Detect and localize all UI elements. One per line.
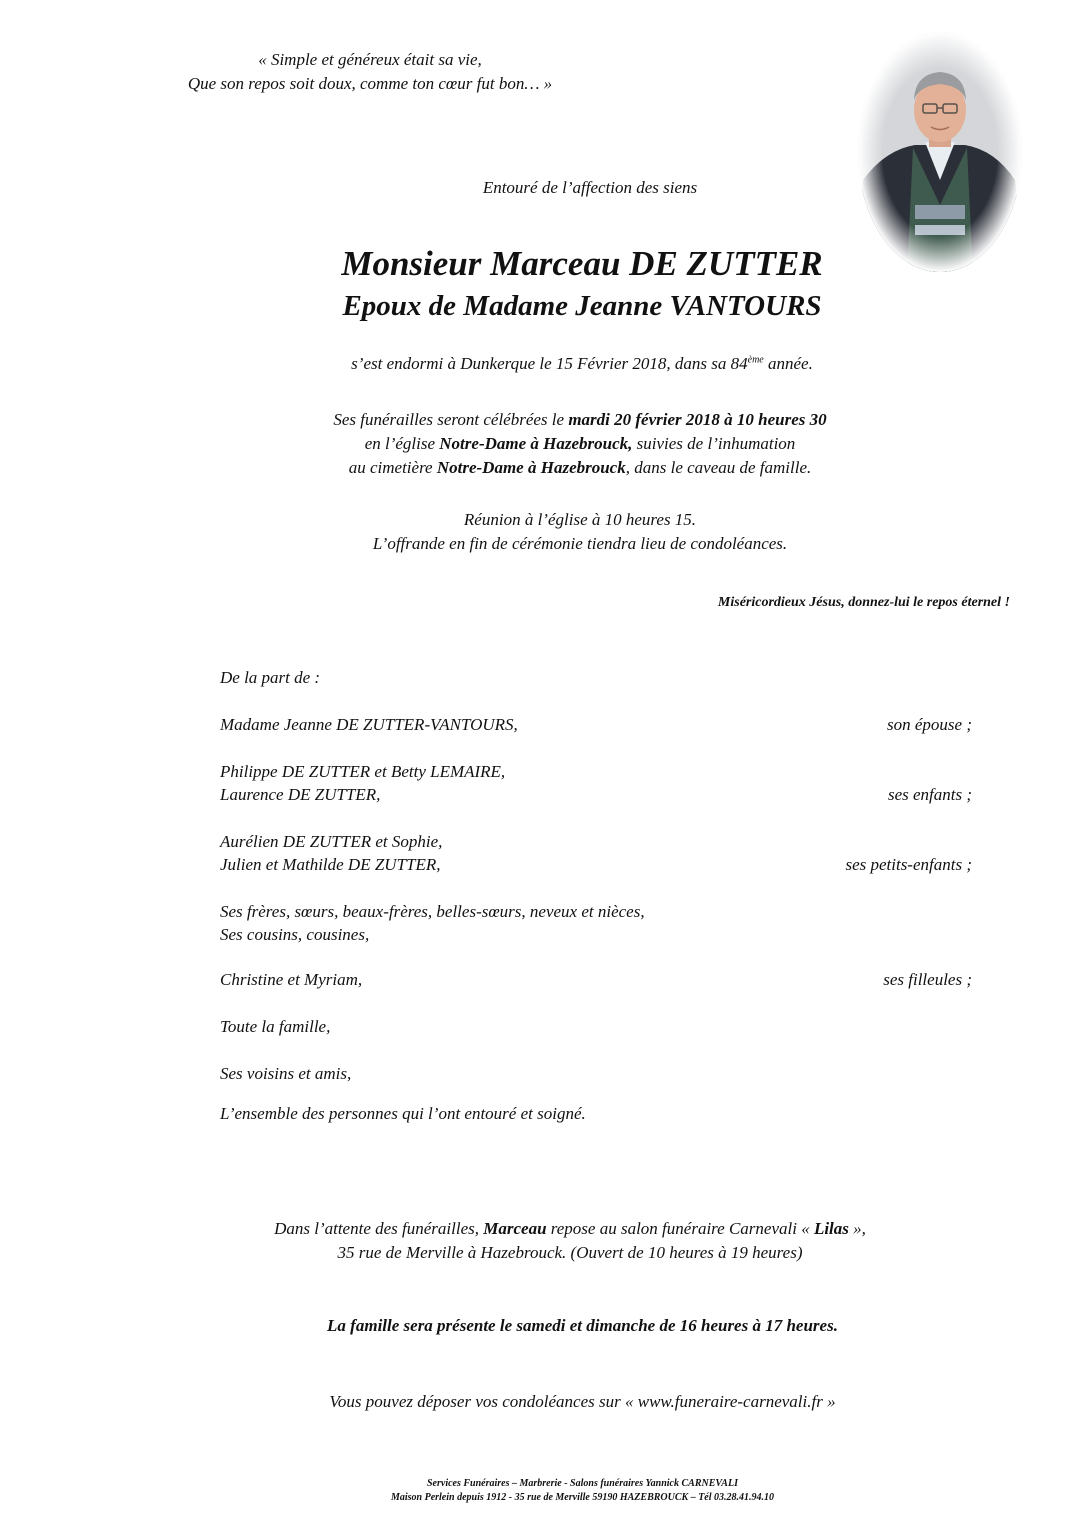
family-list [220, 666, 972, 1125]
death-text-end: année. [763, 354, 813, 373]
family-grandchildren [220, 830, 972, 876]
family-header: De la part de : [220, 668, 321, 687]
family-grandchildren-relation: ses petits-enfants ; [845, 855, 972, 874]
family-extended [220, 900, 972, 946]
footer [200, 1477, 965, 1505]
wake-line-1 [150, 1217, 990, 1241]
funeral-text: , dans le caveau de famille. [625, 458, 812, 477]
opening-quote [120, 48, 620, 96]
family-godchildren-names: Christine et Myriam, [220, 970, 363, 989]
funeral-line-1 [190, 408, 970, 432]
wake-name: Marceau [483, 1219, 547, 1238]
family-cousins: Ses cousins, cousines, [220, 925, 370, 944]
funeral-text: suivies de l’inhumation [632, 434, 796, 453]
funeral-text: en l’église [364, 434, 440, 453]
online-condolences: Vous pouvez déposer vos condoléances sur « www.funeraire-carnevali.fr » [329, 1392, 836, 1411]
family-children-line: Laurence DE ZUTTER, [220, 785, 381, 804]
wake-line-2: 35 rue de Merville à Hazebrouck. (Ouvert de 10 heures à 19 heures) [337, 1243, 803, 1262]
portrait-photo-icon [855, 30, 1025, 275]
quote-line-2: Que son repos soit doux, comme ton cœur fut bon… » [187, 74, 553, 93]
family-spouse-relation: son épouse ; [887, 715, 972, 734]
prayer-line: Miséricordieux Jésus, donnez-lui le repos éternel ! [717, 595, 1010, 610]
family-neighbours: Ses voisins et amis, [220, 1064, 352, 1083]
family-godchildren [220, 968, 972, 991]
funeral-details [190, 408, 970, 480]
funeral-text: au cimetière [348, 458, 437, 477]
funeral-text: Ses funérailles seront célébrées le [333, 410, 569, 429]
reunion-line-1: Réunion à l’église à 10 heures 15. [463, 510, 697, 529]
family-grandchildren-line: Aurélien DE ZUTTER et Sophie, [220, 832, 443, 851]
wake-info [150, 1217, 990, 1265]
family-carers: L’ensemble des personnes qui l’ont entouré et soigné. [220, 1104, 586, 1123]
funeral-church: Notre-Dame à Hazebrouck, [439, 434, 633, 453]
funeral-line-3 [190, 456, 970, 480]
funeral-line-2 [190, 432, 970, 456]
reunion-line-2: L’offrande en fin de cérémonie tiendra lieu de condoléances. [372, 534, 788, 553]
quote-line-1: « Simple et généreux était sa vie, [258, 50, 482, 69]
family-children [220, 760, 972, 806]
family-spouse [220, 713, 972, 736]
footer-line-1: Services Funéraires – Marbrerie - Salons funéraires Yannick CARNEVALI [427, 1478, 738, 1489]
wake-salon: Lilas [813, 1219, 849, 1238]
family-presence: La famille sera présente le samedi et dimanche de 16 heures à 17 heures. [327, 1316, 838, 1335]
intro-line: Entouré de l’affection des siens [482, 178, 698, 197]
family-godchildren-relation: ses filleules ; [883, 970, 972, 989]
funeral-cemetery: Notre-Dame à Hazebrouck [436, 458, 626, 477]
family-all: Toute la famille, [220, 1017, 331, 1036]
deceased-name: Monsieur Marceau DE ZUTTER [341, 244, 823, 283]
family-children-relation: ses enfants ; [887, 785, 972, 804]
family-grandchildren-line: Julien et Mathilde DE ZUTTER, [220, 855, 441, 874]
death-superscript: ème [747, 354, 764, 366]
reunion-info [190, 508, 970, 556]
wake-text: Dans l’attente des funérailles, [274, 1219, 484, 1238]
wake-text: », [848, 1219, 866, 1238]
wake-text: repose au salon funéraire Carnevali « [546, 1219, 814, 1238]
funeral-date: mardi 20 février 2018 à 10 heures 30 [568, 410, 827, 429]
family-children-line: Philippe DE ZUTTER et Betty LEMAIRE, [220, 762, 506, 781]
footer-line-2: Maison Perlein depuis 1912 - 35 rue de Merville 59190 HAZEBROUCK – Tél 03.28.41.94.10 [390, 1492, 775, 1503]
family-spouse-name: Madame Jeanne DE ZUTTER-VANTOURS, [220, 715, 518, 734]
death-text: s’est endormi à Dunkerque le 15 Février 2018, dans sa 84 [351, 354, 748, 373]
death-announcement [232, 354, 932, 374]
deceased-spouse: Epoux de Madame Jeanne VANTOURS [342, 290, 822, 322]
family-siblings: Ses frères, sœurs, beaux-frères, belles-sœurs, neveux et nièces, [220, 902, 645, 921]
